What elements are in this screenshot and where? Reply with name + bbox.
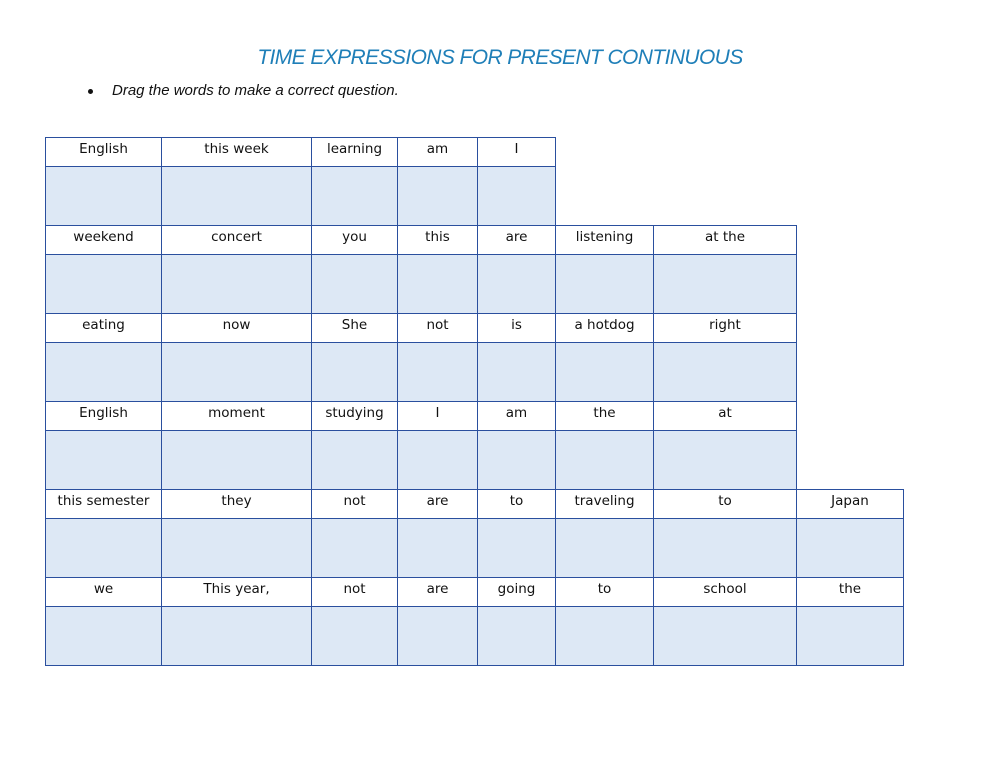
word-tile[interactable]: we [45, 577, 162, 607]
word-tile[interactable]: a hotdog [555, 313, 654, 343]
answer-drop-slot[interactable] [653, 518, 797, 578]
word-tile[interactable]: She [311, 313, 398, 343]
word-tile[interactable]: they [161, 489, 312, 519]
answer-drop-slot[interactable] [397, 430, 478, 490]
answer-drop-slot[interactable] [653, 342, 797, 402]
word-tile[interactable]: not [311, 489, 398, 519]
answer-drop-slot[interactable] [477, 606, 556, 666]
answer-drop-slot[interactable] [45, 518, 162, 578]
answer-drop-slot[interactable] [397, 342, 478, 402]
word-tile[interactable]: studying [311, 401, 398, 431]
word-tile[interactable]: is [477, 313, 556, 343]
answer-drop-slot[interactable] [311, 518, 398, 578]
word-tile[interactable]: school [653, 577, 797, 607]
answer-drop-slot[interactable] [311, 342, 398, 402]
word-tile[interactable]: weekend [45, 225, 162, 255]
word-tile[interactable]: I [477, 137, 556, 167]
word-tile[interactable]: English [45, 137, 162, 167]
answer-drop-slot[interactable] [161, 166, 312, 226]
word-tile[interactable]: This year, [161, 577, 312, 607]
answer-drop-slot[interactable] [477, 430, 556, 490]
word-tile[interactable]: am [477, 401, 556, 431]
answer-drop-slot[interactable] [555, 342, 654, 402]
word-tile[interactable]: English [45, 401, 162, 431]
answer-drop-slot[interactable] [555, 430, 654, 490]
answer-drop-slot[interactable] [397, 606, 478, 666]
answer-drop-slot[interactable] [311, 166, 398, 226]
word-tile[interactable]: the [555, 401, 654, 431]
answer-drop-slot[interactable] [45, 430, 162, 490]
answer-drop-slot[interactable] [45, 606, 162, 666]
word-tile[interactable]: traveling [555, 489, 654, 519]
answer-drop-slot[interactable] [45, 342, 162, 402]
answer-drop-slot[interactable] [477, 166, 556, 226]
word-tile[interactable]: concert [161, 225, 312, 255]
answer-drop-slot[interactable] [555, 518, 654, 578]
word-tile[interactable]: the [796, 577, 904, 607]
answer-drop-slot[interactable] [45, 166, 162, 226]
answer-drop-slot[interactable] [796, 518, 904, 578]
answer-drop-slot[interactable] [397, 254, 478, 314]
answer-drop-slot[interactable] [161, 254, 312, 314]
answer-drop-slot[interactable] [311, 606, 398, 666]
word-tile[interactable]: are [397, 577, 478, 607]
answer-drop-slot[interactable] [311, 430, 398, 490]
word-tile[interactable]: I [397, 401, 478, 431]
word-tile[interactable]: now [161, 313, 312, 343]
word-tile[interactable]: to [653, 489, 797, 519]
word-tile[interactable]: this semester [45, 489, 162, 519]
word-tile[interactable]: this [397, 225, 478, 255]
word-tile[interactable]: right [653, 313, 797, 343]
answer-drop-slot[interactable] [477, 254, 556, 314]
answer-drop-slot[interactable] [796, 606, 904, 666]
word-tile[interactable]: going [477, 577, 556, 607]
word-tile[interactable]: Japan [796, 489, 904, 519]
answer-drop-slot[interactable] [653, 254, 797, 314]
answer-drop-slot[interactable] [161, 430, 312, 490]
word-tile[interactable]: are [477, 225, 556, 255]
answer-drop-slot[interactable] [45, 254, 162, 314]
answer-drop-slot[interactable] [555, 606, 654, 666]
word-tile[interactable]: listening [555, 225, 654, 255]
word-tile[interactable]: are [397, 489, 478, 519]
word-tile[interactable]: at the [653, 225, 797, 255]
answer-drop-slot[interactable] [161, 606, 312, 666]
word-tile[interactable]: this week [161, 137, 312, 167]
word-tile[interactable]: moment [161, 401, 312, 431]
answer-drop-slot[interactable] [161, 342, 312, 402]
word-tile[interactable]: you [311, 225, 398, 255]
answer-drop-slot[interactable] [161, 518, 312, 578]
word-tile[interactable]: learning [311, 137, 398, 167]
worksheet-title: TIME EXPRESSIONS FOR PRESENT CONTINUOUS [257, 46, 743, 69]
answer-drop-slot[interactable] [477, 342, 556, 402]
word-tile[interactable]: am [397, 137, 478, 167]
word-tile[interactable]: eating [45, 313, 162, 343]
word-tile[interactable]: not [311, 577, 398, 607]
word-tile[interactable]: at [653, 401, 797, 431]
answer-drop-slot[interactable] [653, 606, 797, 666]
answer-drop-slot[interactable] [397, 166, 478, 226]
answer-drop-slot[interactable] [397, 518, 478, 578]
answer-drop-slot[interactable] [653, 430, 797, 490]
answer-drop-slot[interactable] [477, 518, 556, 578]
answer-drop-slot[interactable] [555, 254, 654, 314]
instruction-text: Drag the words to make a correct question. [112, 82, 399, 99]
word-tile[interactable]: to [555, 577, 654, 607]
word-tile[interactable]: to [477, 489, 556, 519]
word-tile[interactable]: not [397, 313, 478, 343]
answer-drop-slot[interactable] [311, 254, 398, 314]
